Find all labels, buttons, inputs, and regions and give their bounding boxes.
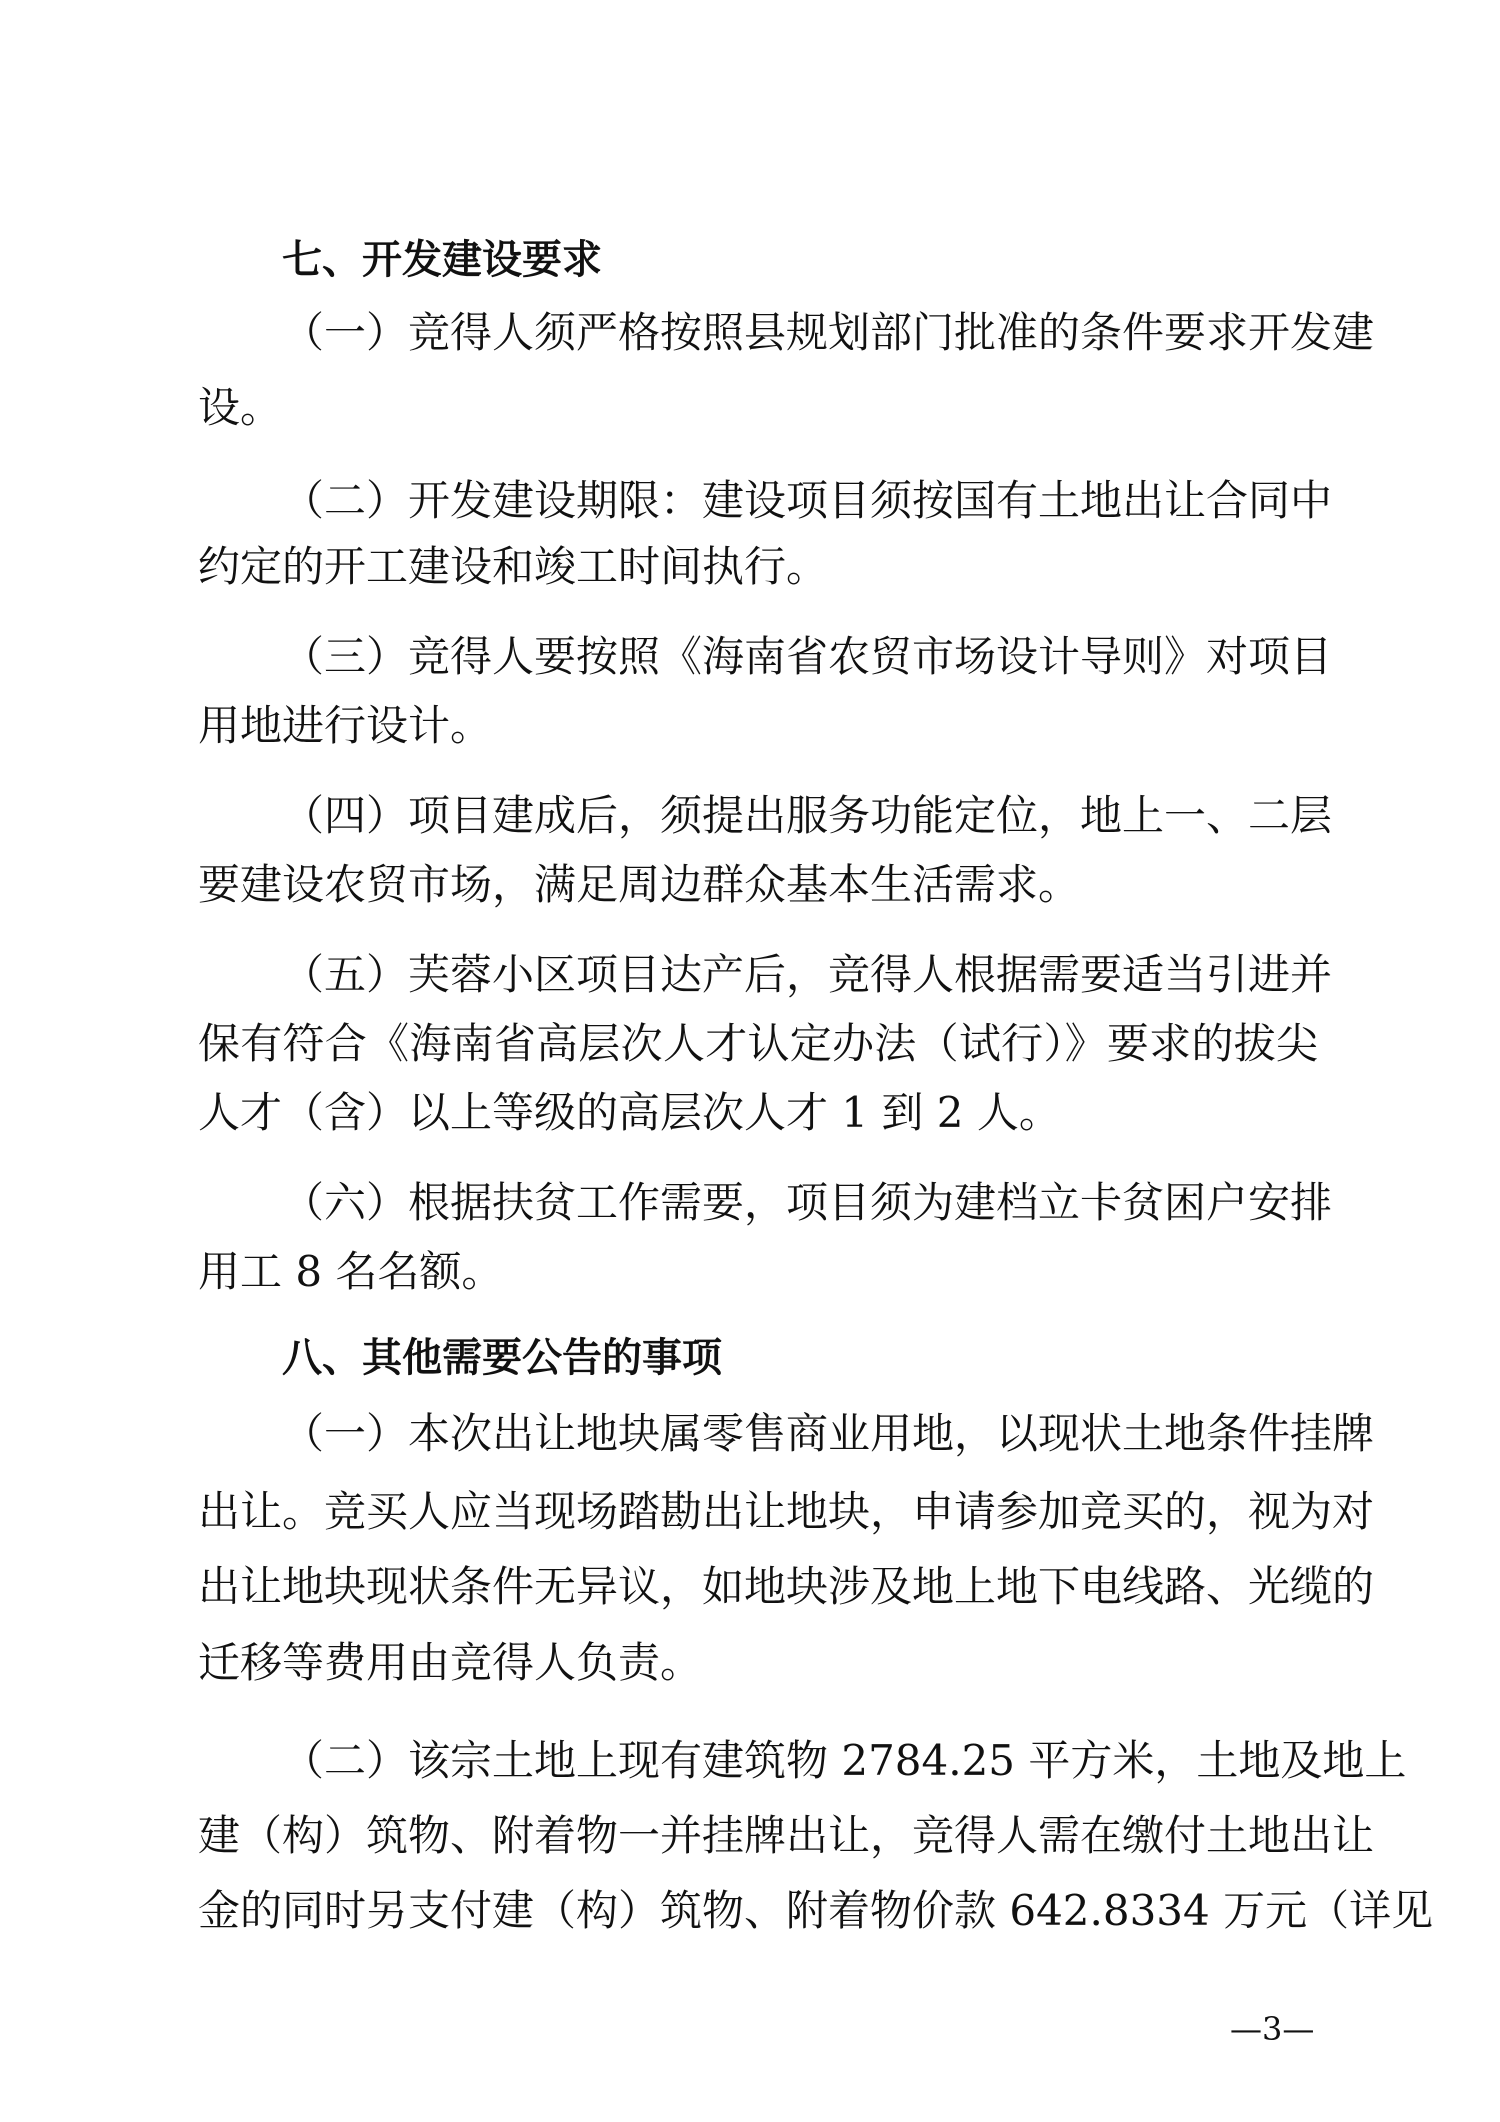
paragraph-line: （一）本次出让地块属零售商业用地，以现状土地条件挂牌 bbox=[282, 1409, 1375, 1458]
paragraph-line: （六）根据扶贫工作需要，项目须为建档立卡贫困户安排 bbox=[282, 1178, 1333, 1227]
paragraph-line: 用工 8 名名额。 bbox=[198, 1247, 504, 1296]
paragraph-line: （五）芙蓉小区项目达产后，竞得人根据需要适当引进并 bbox=[282, 950, 1333, 999]
paragraph-line: （一）竞得人须严格按照县规划部门批准的条件要求开发建 bbox=[282, 308, 1375, 357]
paragraph-line: 金的同时另支付建（构）筑物、附着物价款 642.8334 万元（详见 bbox=[198, 1886, 1434, 1935]
paragraph-line: 建（构）筑物、附着物一并挂牌出让，竞得人需在缴付土地出让 bbox=[198, 1811, 1375, 1860]
paragraph-line: 出让地块现状条件无异议，如地块涉及地上地下电线路、光缆的 bbox=[198, 1562, 1375, 1611]
paragraph-line: 设。 bbox=[198, 383, 283, 432]
paragraph-line: 要建设农贸市场，满足周边群众基本生活需求。 bbox=[198, 860, 1081, 909]
paragraph-line: 用地进行设计。 bbox=[198, 701, 493, 750]
paragraph-line: （三）竞得人要按照《海南省农贸市场设计导则》对项目 bbox=[282, 632, 1333, 681]
paragraph-line: 人才（含）以上等级的高层次人才 1 到 2 人。 bbox=[198, 1088, 1061, 1137]
page-number: —3— bbox=[1230, 2010, 1315, 2048]
paragraph-line: （二）该宗土地上现有建筑物 2784.25 平方米，土地及地上 bbox=[282, 1736, 1407, 1785]
paragraph-line: 出让。竞买人应当现场踏勘出让地块，申请参加竞买的，视为对 bbox=[198, 1487, 1375, 1536]
paragraph-line: （二）开发建设期限：建设项目须按国有土地出让合同中 bbox=[282, 476, 1333, 525]
paragraph-line: 迁移等费用由竞得人负责。 bbox=[198, 1638, 703, 1687]
section-heading-8: 八、其他需要公告的事项 bbox=[282, 1335, 722, 1381]
section-heading-7: 七、开发建设要求 bbox=[282, 237, 602, 283]
paragraph-line: 保有符合《海南省高层次人才认定办法（试行）》要求的拔尖 bbox=[198, 1019, 1318, 1068]
paragraph-line: 约定的开工建设和竣工时间执行。 bbox=[198, 542, 829, 591]
paragraph-line: （四）项目建成后，须提出服务功能定位，地上一、二层 bbox=[282, 791, 1333, 840]
